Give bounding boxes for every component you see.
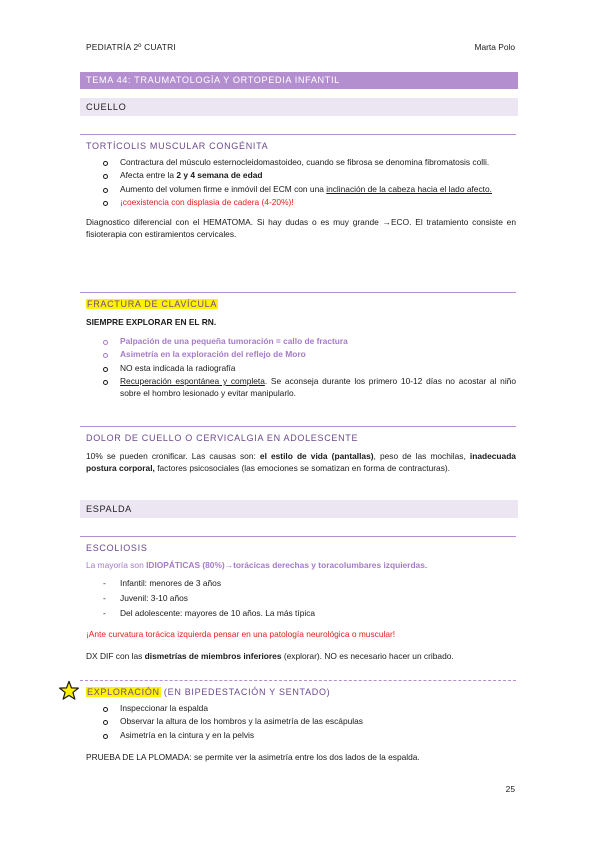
list-item-text: Asimetría en la cintura y en la pelvis — [120, 729, 255, 740]
escoliosis-heading: ESCOLIOSIS — [80, 536, 516, 555]
bold-text: dismetrías de miembros inferiores — [144, 651, 282, 662]
bold-text: inadecuada postura corporal, — [86, 450, 516, 473]
list-item — [120, 157, 516, 169]
escoliosis-lead — [86, 560, 516, 572]
section-cuello: CUELLO — [80, 98, 518, 116]
list-item: - Infantil: menores de 3 años — [120, 578, 516, 590]
torticolis-heading: TORTÍCOLIS MUSCULAR CONGÉNITA — [80, 134, 516, 153]
list-item-text: Contractura del músculo esternocleidomastoideo, cuando se fibrosa se denomina fibromatosis colli. — [120, 156, 490, 167]
text-run: 10% se pueden cronificar. Las causas son: — [86, 450, 260, 461]
clavicula-section — [86, 292, 516, 401]
list-item-text: Afecta entre la — [120, 170, 177, 181]
list-item-text: Palpación de una pequeña tumoración = callo de fractura — [120, 335, 348, 346]
list-item — [120, 703, 516, 715]
warning-text: ¡coexistencia con displasia de cadera (4-20%)! — [120, 197, 294, 208]
underlined-text: Recuperación espontánea y completa — [120, 375, 265, 386]
list-item: - Del adolescente: mayores de 10 años. La más típica — [120, 608, 516, 620]
list-item — [120, 336, 516, 348]
exploracion-section — [86, 680, 516, 763]
heading-rest: (EN BIPEDESTACIÓN Y SENTADO) — [160, 687, 331, 697]
text-run: . — [424, 559, 428, 570]
clavicula-heading — [80, 292, 516, 311]
escoliosis-section — [86, 536, 516, 663]
underlined-text: inclinación de la cabeza hacia el lado afecto. — [326, 183, 492, 194]
page-number: 25 — [505, 784, 515, 794]
header-author: Marta Polo — [474, 42, 515, 52]
exploracion-heading — [80, 680, 516, 699]
list-item-text: NO esta indicada la radiografía — [120, 362, 236, 373]
list-item — [120, 184, 516, 196]
list-item-text: Inspeccionar la espalda — [120, 702, 208, 713]
list-item — [120, 197, 516, 209]
list-item — [120, 376, 516, 400]
dolor-paragraph — [86, 451, 516, 475]
plomada-line: PRUEBA DE LA PLOMADA: se permite ver la asimetría entre los dos lados de la espalda. — [86, 751, 420, 762]
dolor-section — [86, 426, 516, 475]
text-run: →torácicas derechas y toracolumbares izquierdas — [224, 559, 425, 570]
text-run: La mayoría son — [86, 559, 147, 570]
section-espalda: ESPALDA — [80, 500, 518, 518]
theme-title-band: TEMA 44: TRAUMATOLOGÍA Y ORTOPEDIA INFANTIL — [80, 72, 518, 89]
torticolis-section — [86, 134, 516, 241]
highlighted-title: FRACTURA DE CLAVÍCULA — [87, 299, 218, 309]
bold-text: 2 y 4 semana de edad — [176, 170, 263, 181]
torticolis-list — [86, 157, 516, 209]
escoliosis-types-list — [86, 578, 516, 620]
bold-text: el estilo de vida (pantallas) — [259, 450, 374, 461]
list-item-text: Observar la altura de los hombros y la asimetría de las escápulas — [120, 716, 363, 727]
list-item-text: Asimetría en la exploración del reflejo de Moro — [120, 349, 306, 360]
star-icon — [58, 680, 80, 701]
list-item: - Juvenil: 3-10 años — [120, 593, 516, 605]
list-item — [120, 349, 516, 361]
header-course: PEDIATRÍA 2º CUATRI — [86, 42, 176, 52]
list-item-text: Aumento del volumen firme e inmóvil del ECM con una — [120, 183, 327, 194]
clavicula-bold-line: SIEMPRE EXPLORAR EN EL RN. — [86, 316, 217, 327]
text-run: (explorar). NO es necesario hacer un cribado. — [281, 651, 454, 662]
clavicula-list — [86, 336, 516, 400]
torticolis-paragraph: Diagnostico diferencial con el HEMATOMA. Si hay dudas o es muy grande →ECO. El tratamiento consiste en fisioterapia con estiramientos cervicales. — [86, 216, 516, 239]
text-run: factores psicosociales (las emociones se somatizan en forma de contracturas). — [154, 462, 450, 473]
list-item — [120, 716, 516, 728]
text-run: DX DIF con las — [86, 651, 145, 662]
highlighted-title: EXPLORACIÓN — [87, 687, 160, 697]
exploracion-list — [86, 703, 516, 742]
list-item — [120, 170, 516, 182]
escoliosis-dx — [86, 651, 516, 663]
text-run: , peso de las mochilas, — [373, 450, 470, 461]
escoliosis-warning: ¡Ante curvatura torácica izquierda pensar en una patología neurológica o muscular! — [86, 629, 396, 640]
list-item — [120, 730, 516, 742]
list-item — [120, 363, 516, 375]
list-item-text: . Se aconseja durante los primero 10-12 días no acostar al niño sobre el hombro lesionado y evitar manipularlo. — [120, 375, 516, 398]
dolor-heading: DOLOR DE CUELLO O CERVICALGIA EN ADOLESCENTE — [80, 426, 516, 445]
bold-text: IDIOPÁTICAS (80%) — [146, 559, 225, 570]
